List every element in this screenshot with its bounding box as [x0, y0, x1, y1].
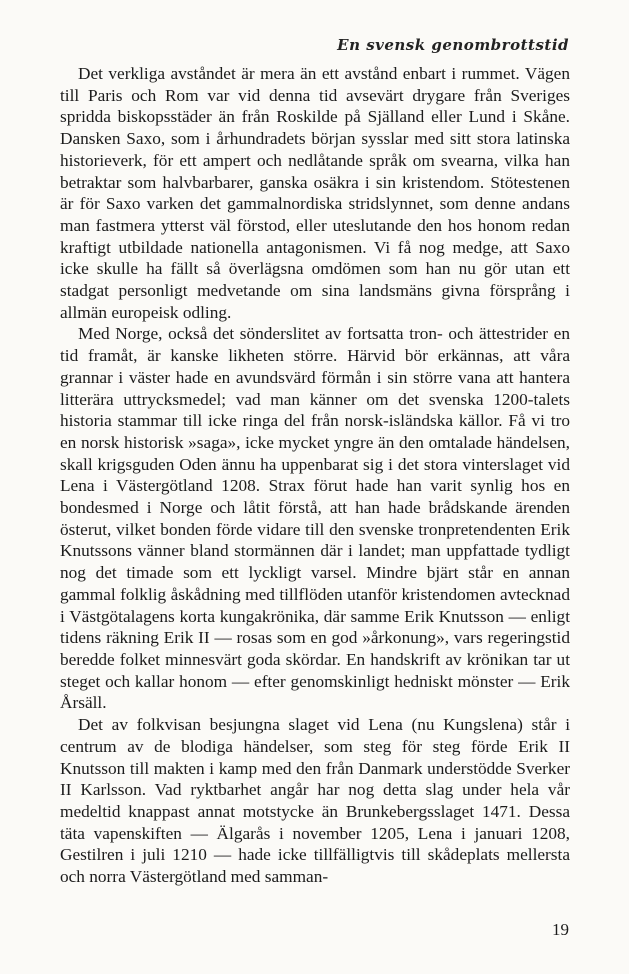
- running-head: En svensk genombrottstid: [337, 36, 569, 54]
- paragraph-3: Det av folkvisan besjungna slaget vid Lena (nu Kungslena) står i centrum av de blodiga händelser, som steg för steg förde Erik II Knutsson till makten i kamp med den från Danmark understödde Sverker II Karlsson. Vad ryktbarhet angår har nog detta slag under hela vår medeltid knappast annat motstycke än Brunkebergsslaget 1471. Dessa täta vapenskiften — Älgarås i november 1205, Lena i januari 1208, Gestilren i juli 1210 — hade icke tillfälligtvis till skådeplats mellersta och norra Västergötland med samman-: [60, 715, 570, 887]
- page-number: 19: [552, 920, 569, 939]
- body-text: [60, 63, 570, 888]
- paragraph-1: Det verkliga avståndet är mera än ett avstånd enbart i rummet. Vägen till Paris och Rom var vid denna tid avsevärt drygare från Sveriges spridda biskopsstäder än från Roskilde på Själland eller Lund i Skåne. Dansken Saxo, som i århundradets början sysslar med sitt stora latinska historieverk, för ett ampert och nedlåtande språk om svearna, vilka han betraktar som halvbarbarer, ganska osäkra i sin kristendom. Stötestenen är för Saxo varken det gammalnordiska stridslynnet, som denne andans man fastmera ytterst väl förstod, eller uteslutande den hos honom redan kraftigt utbildade nationella antagonismen. Vi få nog medge, att Saxo icke skulle ha fällt så överlägsna omdömen som han nu gör utan ett stadgat personligt medvetande om sina landsmäns givna försprång i allmän europeisk odling.: [60, 64, 570, 322]
- paragraph-2: Med Norge, också det sönderslitet av fortsatta tron- och ättestrider en tid framåt, är kanske likheten större. Härvid bör erkännas, att våra grannar i väster hade en avundsvärd förmån i sin större vana att hantera litterära uttrycksmedel; vad man känner om det svenska 1200-talets historia stammar till icke ringa del från norsk-isländska källor. Få vi tro en norsk historisk »saga», icke mycket yngre än den omtalade händelsen, skall krigsguden Oden ännu ha uppenbarat sig i det stora vinterslaget vid Lena i Västergötland 1208. Strax förut hade han varit synlig hos en bondesmed i Norge och låtit förstå, att han hade brådskande ärenden österut, vilket bonden förde vidare till den svenske tronpretendenten Erik Knutssons vänner bland stormännen där i landet; man uppfattade tydligt nog det timade som ett lyckligt varsel. Mindre bjärt står en annan gammal folklig åskådning med tillflöden utanför kristendomen avtecknad i Västgötalagens korta kungakrönika, där samme Erik Knutsson — enligt tidens räkning Erik II — rosas som en god »årkonung», vars regeringstid beredde folket minnesvärt goda skördar. En handskrift av krönikan tar ut steget och kallar honom — efter genomskinligt hedniskt mönster — Erik Årsäll.: [60, 324, 570, 713]
